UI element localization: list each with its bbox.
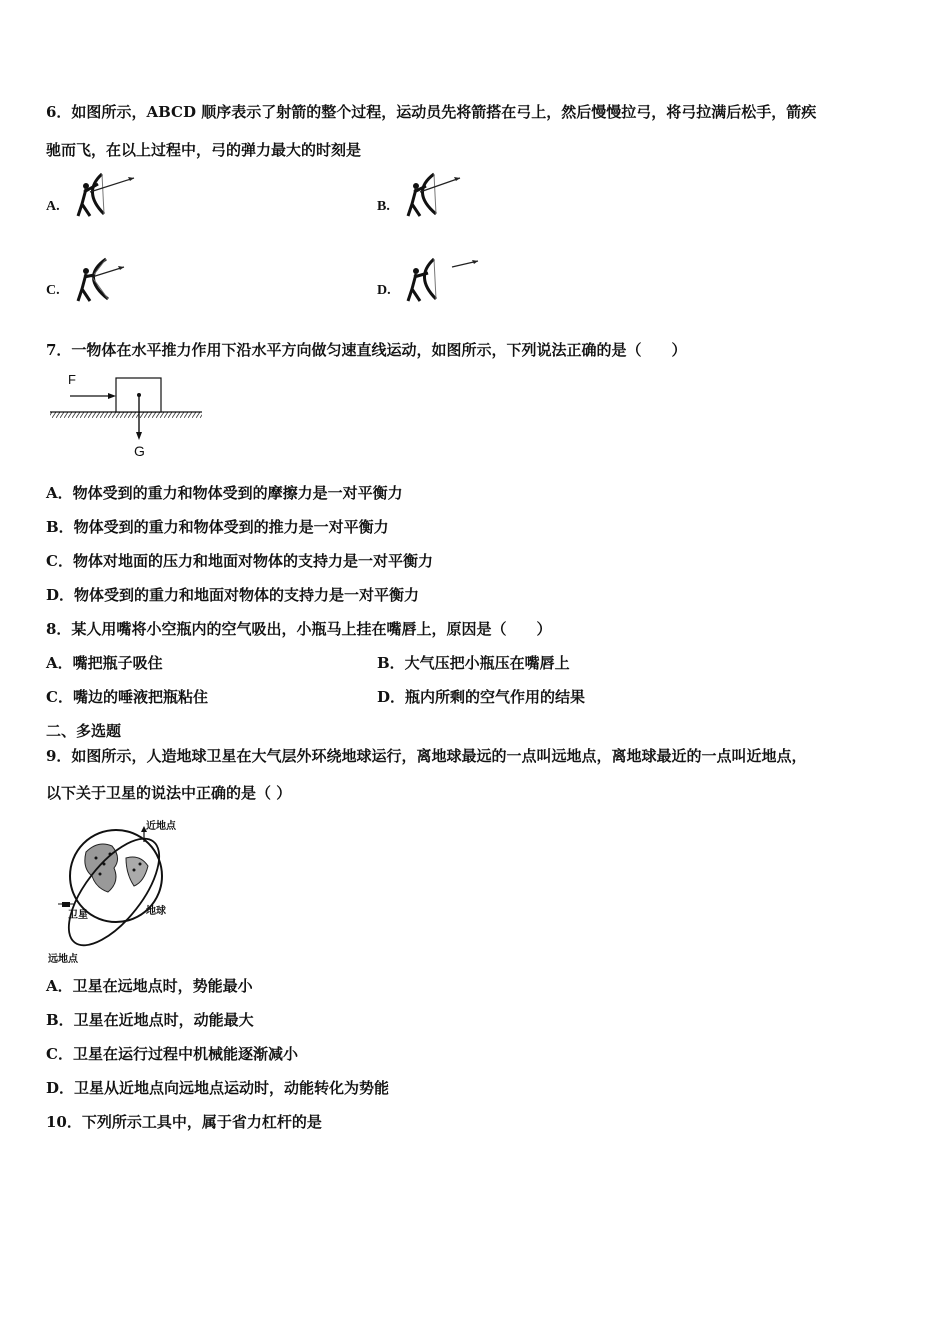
q6-stem-line2: 驰而飞，在以上过程中，弓的弹力最大的时刻是: [46, 141, 362, 159]
q8-option-d: D．瓶内所剩的空气作用的结果: [377, 688, 586, 706]
q6-option-c-archer-image: [76, 255, 138, 305]
q9-satellite-orbit-diagram: [48, 812, 208, 964]
q7-label-f: F: [68, 372, 76, 387]
q6-option-a-archer-image: [76, 170, 138, 220]
q9-label-earth: 地球: [146, 906, 166, 917]
q9-option-b: B．卫星在近地点时，动能最大: [46, 1011, 254, 1029]
q9-stem-line2: 以下关于卫星的说法中正确的是（ ）: [46, 784, 292, 802]
q8-option-a: A．嘴把瓶子吸住: [46, 654, 163, 672]
q7-ground-hatch: [50, 412, 202, 418]
q8-stem: 8．某人用嘴将小空瓶内的空气吸出，小瓶马上挂在嘴唇上，原因是（ ）: [46, 620, 552, 638]
q9-option-a: A．卫星在远地点时，势能最小: [46, 977, 253, 995]
q8-option-c: C．嘴边的唾液把瓶粘住: [46, 688, 208, 706]
q6-option-b-archer-image: [406, 170, 468, 220]
q9-label-apogee: 远地点: [48, 954, 78, 965]
q7-label-g: G: [134, 443, 145, 459]
q7-option-a: A．物体受到的重力和物体受到的摩擦力是一对平衡力: [46, 484, 403, 502]
q9-stem-line1: 9．如图所示，人造地球卫星在大气层外环绕地球运行，离地球最远的一点叫远地点，离地球最近的一点叫近地点，: [46, 747, 807, 765]
q7-option-d: D．物体受到的重力和地面对物体的支持力是一对平衡力: [46, 586, 420, 604]
q6-option-d-archer-image: [406, 255, 486, 305]
q6-option-a-label: A.: [46, 199, 60, 214]
q7-stem: 7．一物体在水平推力作用下沿水平方向做匀速直线运动，如图所示，下列说法正确的是（ ）: [46, 341, 687, 359]
q6-option-d-label: D.: [377, 283, 391, 298]
q6-stem-line1: 6．如图所示，ABCD 顺序表示了射箭的整个过程，运动员先将箭搭在弓上，然后慢慢拉弓，将弓拉满后松手，箭疾: [46, 103, 817, 121]
section-heading-multiple-choice: 二、多选题: [46, 722, 122, 740]
q9-option-d: D．卫星从近地点向远地点运动时，动能转化为势能: [46, 1079, 390, 1097]
q10-stem: 10．下列所示工具中，属于省力杠杆的是: [46, 1113, 322, 1131]
q6-option-c-label: C.: [46, 283, 60, 298]
q8-option-b: B．大气压把小瓶压在嘴唇上: [377, 654, 570, 672]
q7-option-b: B．物体受到的重力和物体受到的推力是一对平衡力: [46, 518, 389, 536]
q7-option-c: C．物体对地面的压力和地面对物体的支持力是一对平衡力: [46, 552, 433, 570]
q9-option-c: C．卫星在运行过程中机械能逐渐减小: [46, 1045, 298, 1063]
q9-label-satellite: 卫星: [68, 910, 88, 921]
q6-option-b-label: B.: [377, 199, 390, 214]
q9-label-perigee: 近地点: [146, 821, 176, 832]
